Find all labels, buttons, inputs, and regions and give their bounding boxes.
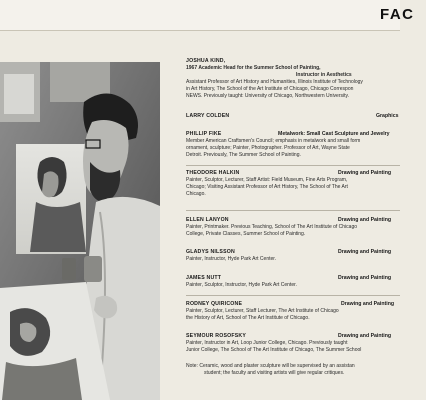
faculty-name: JOSHUA KIND,	[186, 58, 226, 64]
note-line: student; the faculty and visiting artists will give regular critiques.	[204, 370, 345, 376]
faculty-title: Drawing and Painting	[338, 275, 392, 281]
faculty-name: THEODORE HALKIN	[186, 170, 240, 176]
faculty-line: Painter, Sculptor, Lecturer, Staff Lecturer, The Art Institute of Chicago	[186, 308, 339, 314]
header-rule	[0, 30, 400, 31]
faculty-line: Painter, Printmaker. Previous Teaching, School of The Art Institute of Chicago	[186, 224, 358, 230]
faculty-line: Junior College, The School of The Art Institute of Chicago, The Summer School	[186, 347, 362, 353]
section-divider	[186, 210, 400, 211]
faculty-line: Assistant Professor of Art History and Humanities, Illinois Institute of Technology	[186, 79, 363, 85]
faculty-name: GLADYS NILSSON	[186, 249, 235, 255]
section-divider	[186, 295, 400, 296]
faculty-title: Graphics	[376, 113, 399, 119]
faculty-line: College, Private Classes, Summer School of Painting.	[186, 231, 306, 237]
faculty-title: Drawing and Painting	[341, 301, 395, 307]
faculty-title: Drawing and Painting	[338, 249, 392, 255]
faculty-name: SEYMOUR ROSOFSKY	[186, 333, 246, 339]
faculty-title: Drawing and Painting	[338, 217, 392, 223]
faculty-line: Chicago; Visiting Assistant Professor of Art History, The School of The Art	[186, 184, 348, 190]
studio-photograph	[0, 62, 160, 400]
faculty-line: NEWS. Previously taught: University of Chicago, Northwestern University.	[186, 93, 350, 99]
faculty-name: LARRY COLDEN	[186, 113, 230, 119]
faculty-line: in Art History, The School of the Art Institute of Chicago, Chicago Correspon	[186, 86, 354, 92]
faculty-name: JAMES NUTT	[186, 275, 222, 281]
faculty-line: Painter, Instructor, Hyde Park Art Center.	[186, 256, 277, 262]
section-divider	[186, 165, 400, 166]
note-line: Note: Ceramic, wood and plaster sculpture will be supervised by an assistan	[186, 363, 355, 369]
faculty-line: Painter, Instructor in Art, Loop Junior College, Chicago. Previously taught	[186, 340, 348, 346]
faculty-title: Metalwork: Small Cast Sculpture and Jewelry	[278, 131, 390, 137]
faculty-line: Member American Craftsmen's Council; emphasis in metalwork and small form	[186, 138, 361, 144]
faculty-title: Instructor in Aesthetics	[296, 72, 352, 78]
faculty-line: ornament, sculpture; Painter, Photographer. Professor of Art, Wayne State	[186, 145, 350, 151]
faculty-name: RODNEY QUIRICONE	[186, 301, 243, 307]
faculty-line: Detroit. Previously, The Summer School of Painting.	[186, 152, 301, 158]
faculty-line: Chicago.	[186, 191, 206, 197]
page-header	[0, 0, 400, 30]
faculty-name: PHILLIP FIKE	[186, 131, 222, 137]
faculty-title: Drawing and Painting	[338, 333, 392, 339]
page-title: FAC	[380, 6, 415, 23]
faculty-line: 1967 Academic Head for the Summer School of Painting,	[186, 65, 321, 71]
faculty-line: Painter, Sculptor, Lecturer, Staff Artist: Field Museum, Fine Arts Program,	[186, 177, 348, 183]
faculty-line: the History of Art, School of The Art Institute of Chicago.	[186, 315, 310, 321]
faculty-name: ELLEN LANYON	[186, 217, 229, 223]
faculty-line: Painter, Sculptor, Instructor, Hyde Park Art Center.	[186, 282, 297, 288]
faculty-title: Drawing and Painting	[338, 170, 392, 176]
